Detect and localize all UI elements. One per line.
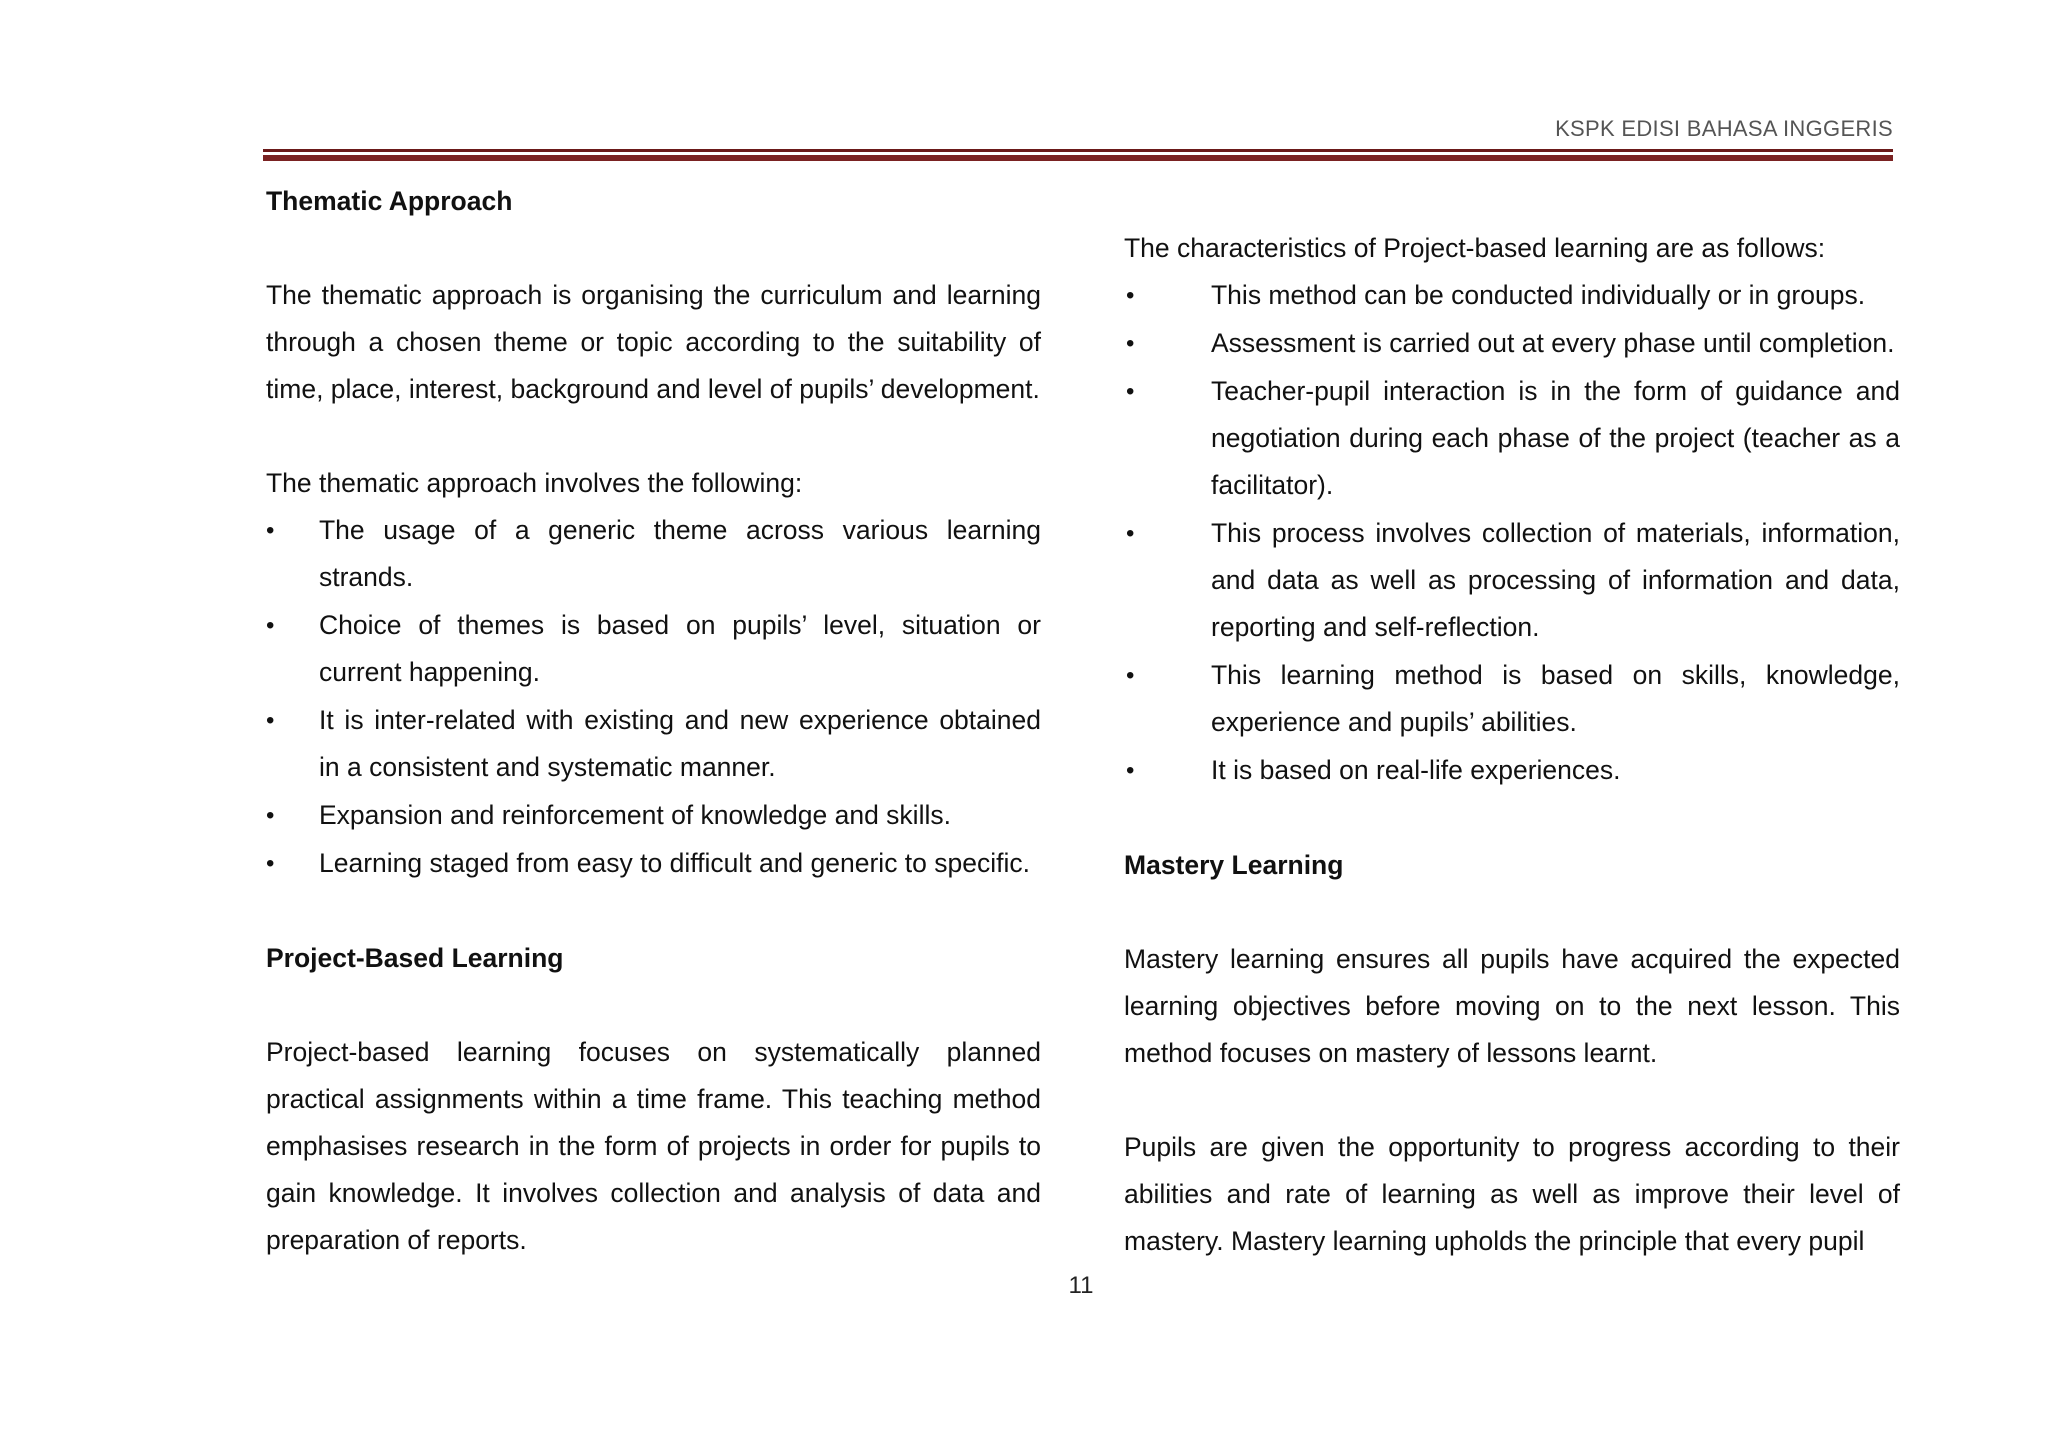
bullet-icon: •	[266, 707, 275, 734]
bullet-icon: •	[1126, 282, 1135, 309]
header-label: KSPK EDISI BAHASA INGGERIS	[1555, 116, 1893, 141]
bullet-icon: •	[1126, 662, 1135, 689]
list-item	[1124, 368, 1900, 509]
page-header	[263, 112, 1893, 160]
list-item-text: Expansion and reinforcement of knowledge and skills.	[319, 800, 951, 830]
right-column	[1124, 178, 1900, 1265]
list-item	[266, 602, 1041, 696]
bullet-icon: •	[266, 612, 275, 639]
bullet-icon: •	[1126, 757, 1135, 784]
thematic-list-intro: The thematic approach involves the following:	[266, 468, 803, 498]
list-item-text: Teacher-pupil interaction is in the form of guidance and negotiation during each phase of the project (teacher as a facilitator).	[1211, 376, 1900, 500]
left-column	[266, 178, 1041, 1264]
list-item-text: It is inter-related with existing and new experience obtained in a consistent and systematic manner.	[319, 705, 1041, 782]
list-item	[1124, 320, 1900, 367]
list-item-text: This method can be conducted individually or in groups.	[1211, 280, 1866, 310]
list-item-text: Learning staged from easy to difficult and generic to specific.	[319, 848, 1030, 878]
page-number: 11	[1068, 1272, 1094, 1299]
header-rule-thick	[263, 155, 1893, 161]
list-item-text: This learning method is based on skills, knowledge, experience and pupils’ abilities.	[1211, 660, 1900, 737]
bullet-icon: •	[1126, 520, 1135, 547]
characteristics-intro: The characteristics of Project-based learning are as follows:	[1124, 233, 1826, 263]
bullet-icon: •	[266, 517, 275, 544]
list-item-text: This process involves collection of materials, information, and data as well as processing of information and data, reporting and self-reflection.	[1211, 518, 1900, 642]
mastery-learning-heading: Mastery Learning	[1124, 850, 1344, 880]
list-item-text: The usage of a generic theme across various learning strands.	[319, 515, 1041, 592]
characteristics-list	[1124, 272, 1900, 794]
list-item	[266, 697, 1041, 791]
list-item	[266, 792, 1041, 839]
bullet-icon: •	[1126, 378, 1135, 405]
list-item	[266, 507, 1041, 601]
list-item	[1124, 510, 1900, 651]
list-item	[266, 840, 1041, 887]
bullet-icon: •	[266, 850, 275, 877]
thematic-intro-paragraph: The thematic approach is organising the curriculum and learning through a chosen theme or topic according to the suitability of time, place, interest, background and level of pupils’ development.	[266, 280, 1041, 404]
header-rule-thin	[263, 149, 1893, 152]
list-item-text: Assessment is carried out at every phase until completion.	[1211, 328, 1895, 358]
list-item	[1124, 747, 1900, 794]
project-based-learning-heading: Project-Based Learning	[266, 943, 564, 973]
bullet-icon: •	[1126, 330, 1135, 357]
project-based-paragraph: Project-based learning focuses on systematically planned practical assignments within a time frame. This teaching method emphasises research in the form of projects in order for pupils to gain knowledge. It involves collection and analysis of data and preparation of reports.	[266, 1037, 1041, 1255]
mastery-paragraph-2: Pupils are given the opportunity to progress according to their abilities and rate of learning as well as improve their level of mastery. Mastery learning upholds the principle that every pupil	[1124, 1132, 1900, 1256]
bullet-icon: •	[266, 802, 275, 829]
mastery-paragraph-1: Mastery learning ensures all pupils have acquired the expected learning objectives before moving on to the next lesson. This method focuses on mastery of lessons learnt.	[1124, 944, 1900, 1068]
thematic-approach-heading: Thematic Approach	[266, 186, 513, 216]
list-item-text: Choice of themes is based on pupils’ level, situation or current happening.	[319, 610, 1041, 687]
list-item	[1124, 272, 1900, 319]
list-item	[1124, 652, 1900, 746]
list-item-text: It is based on real-life experiences.	[1211, 755, 1621, 785]
thematic-list	[266, 507, 1041, 887]
